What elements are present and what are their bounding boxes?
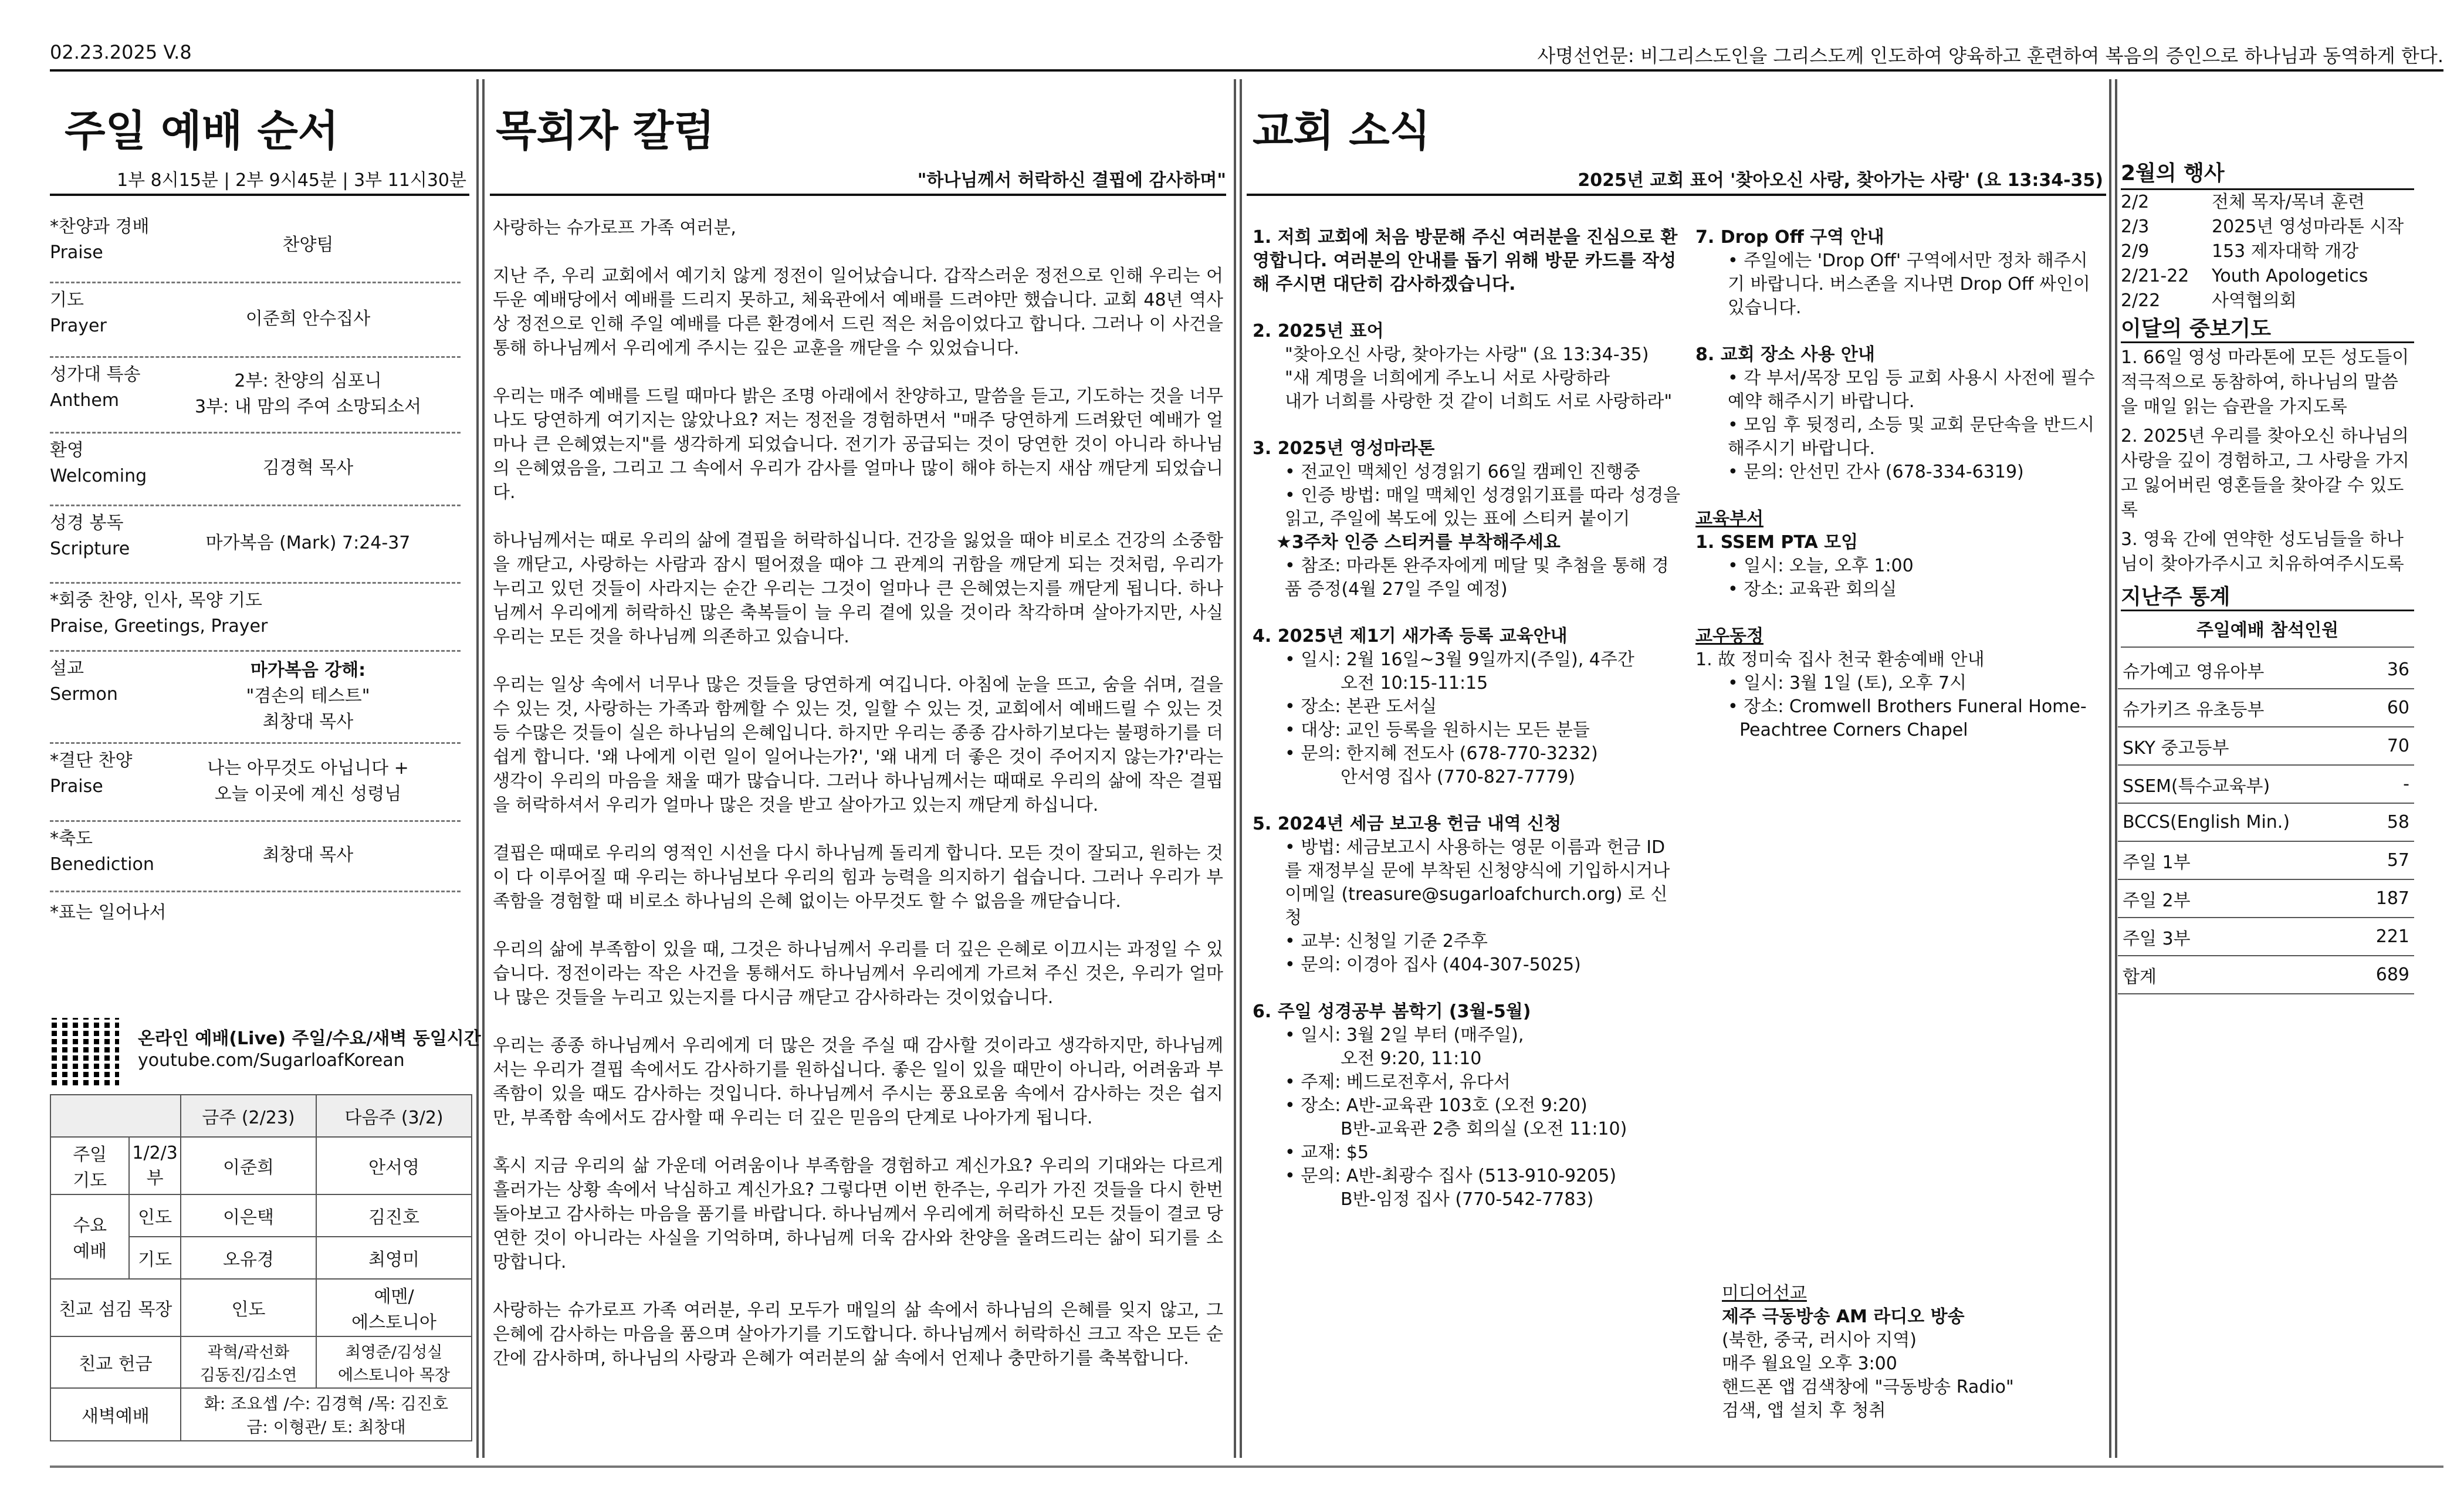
news-8-head: 8. 교회 장소 사용 안내 bbox=[1695, 344, 1875, 365]
news-right bbox=[1695, 226, 2100, 742]
attendance-row bbox=[2118, 803, 2414, 841]
news-8-b: • 모임 후 뒷정리, 소등 및 교회 문단속을 반드시 해주시기 바랍니다. bbox=[1695, 414, 2100, 461]
worship-row bbox=[50, 505, 461, 584]
events-list bbox=[2121, 190, 2414, 313]
media-head: 미디어선교 bbox=[1722, 1283, 1807, 1304]
church-motto: 2025년 교회 표어 '찾아오신 사랑, 찾아가는 사랑' (요 13:34-35) bbox=[1578, 170, 2103, 191]
sched-fellow-label: 친교 섬김 목장 bbox=[50, 1279, 181, 1336]
worship-row bbox=[50, 432, 461, 506]
worship-row-value: 김경혁 목사 bbox=[262, 458, 354, 478]
service-times: 1부 8시15분 | 2부 9시45분 | 3부 11시30분 bbox=[117, 170, 466, 191]
column-body bbox=[493, 216, 1223, 1395]
column-paragraph: 우리의 삶에 부족함이 있을 때, 그것은 하나님께서 우리를 더 깊은 은혜로 이끄시는 과정일 수 있습니다. 정전이라는 작은 사건을 통해서도 하나님께서 우리에게 가르쳐 주신 것은, 우리가 얼마나 많은 것들을 누리고 있는지를 다시금 깨닫고 감사하라는 것이었습니다. bbox=[493, 939, 1223, 1008]
divider-3 bbox=[2109, 79, 2111, 1458]
attendance-row bbox=[2118, 727, 2414, 765]
news-3-d: • 참조: 마라톤 완주자에게 메달 및 추첨을 통해 경품 증정(4월 27일 주일 예정) bbox=[1253, 554, 1681, 601]
attendance-row bbox=[2118, 765, 2414, 803]
event-item bbox=[2121, 215, 2414, 239]
sched-offer-next: 최영준/김성실 에스토니아 목장 bbox=[316, 1336, 472, 1388]
attendance-row bbox=[2118, 956, 2414, 994]
media-mission bbox=[1722, 1282, 2097, 1423]
worship-row-value: 2부: 찬양의 심포니 3부: 내 맘의 주여 소망되소서 bbox=[194, 370, 422, 417]
news-5-a: • 방법: 세금보고시 사용하는 영문 이름과 헌금 ID를 재정부실 문에 부착된 신청양식에 기입하시거나 이메일 (treasure@sugarloafchurch.org) 로 신청 bbox=[1253, 836, 1681, 930]
news-6-e: • 문의: A반-최광수 집사 (513-910-9205) bbox=[1253, 1165, 1681, 1188]
media-line-1: 제주 극동방송 AM 라디오 방송 bbox=[1722, 1307, 1965, 1327]
sched-prayer-next: 안서영 bbox=[316, 1137, 472, 1194]
media-line-2: (북한, 중국, 러시아 지역) bbox=[1722, 1330, 1917, 1351]
fellow-head: 교우동정 bbox=[1695, 626, 1764, 647]
sched-offer-label: 친교 헌금 bbox=[50, 1336, 181, 1388]
column-paragraph: 하나님께서는 때로 우리의 삶에 결핍을 허락하십니다. 건강을 잃었을 때야 비로소 건강의 소중함을 깨닫고, 사랑하는 사람과 잠시 떨어졌을 때야 그 관계의 귀함을 깨닫게 되는 것처럼, 우리가 누리고 있던 것들이 사라지는 순간 우리는 그것이 얼마나 큰 은혜였는지를 깨닫게 됩니다. 하나님께서 우리에게 허락하신 많은 축복들이 늘 우리 곁에 있을 것이라 착각하며 살아가지만, 사실 우리는 모든 것을 하나님께 의존하고 있습니다. bbox=[493, 530, 1223, 647]
news-2-head: 2. 2025년 표어 bbox=[1253, 321, 1384, 341]
sched-head-next: 다음주 (3/2) bbox=[316, 1095, 472, 1137]
stats-title: 지난주 통계 bbox=[2121, 585, 2231, 609]
qr-code-icon[interactable] bbox=[52, 1018, 119, 1085]
news-7-a: • 주일에는 'Drop Off' 구역에서만 정차 해주시기 바랍니다. 버스존을 지나면 Drop Off 싸인이 있습니다. bbox=[1695, 249, 2100, 320]
attendance-value: 187 bbox=[2356, 879, 2414, 918]
news-6-a2: 오전 9:20, 11:10 bbox=[1341, 1048, 1482, 1069]
divider-1 bbox=[476, 79, 479, 1458]
event-item bbox=[2121, 239, 2414, 264]
worship-row bbox=[50, 742, 461, 822]
worship-row-label: 기도 Prayer bbox=[50, 290, 107, 336]
attendance-label: 주일 3부 bbox=[2118, 918, 2356, 956]
news-left bbox=[1253, 226, 1681, 1211]
attendance-value: 689 bbox=[2356, 956, 2414, 994]
attendance-row bbox=[2118, 689, 2414, 727]
worship-rule bbox=[50, 194, 469, 196]
attendance-label: 슈가키즈 유초등부 bbox=[2118, 689, 2356, 727]
worship-row-label: 환영 Welcoming bbox=[50, 440, 147, 486]
news-1: 1. 저희 교회에 처음 방문해 주신 여러분을 진심으로 환영합니다. 여러분의 안내를 돕기 위해 방문 카드를 작성해 주시면 대단히 감사하겠습니다. bbox=[1253, 227, 1678, 295]
worship-row-value: 마가복음 (Mark) 7:24-37 bbox=[205, 533, 411, 553]
sched-head-this: 금주 (2/23) bbox=[181, 1095, 316, 1137]
prayer-list bbox=[2121, 346, 2414, 577]
footer-rule bbox=[50, 1465, 2443, 1468]
media-line-3: 매주 월요일 오후 3:00 bbox=[1722, 1353, 1897, 1374]
attendance-label: 슈가예고 영유아부 bbox=[2118, 651, 2356, 689]
stats-rule bbox=[2121, 610, 2414, 611]
column-paragraph: 사랑하는 슈가로프 가족 여러분, 우리 모두가 매일의 삶 속에서 하나님의 은혜를 잊지 않고, 그 은혜에 감사하는 마음을 품으며 살아가기를 기도합니다. 하나님께서 허락하신 크고 작은 모든 순간에 감사하며, 하나님의 사랑과 은혜가 여러분의 삶 속에서 언제나 충만하기를 축복합니다. bbox=[493, 1300, 1223, 1369]
column-paragraph: 혹시 지금 우리의 삶 가운데 어려움이나 부족함을 경험하고 계신가요? 우리의 기대와는 다르게 흘러가는 상황 속에서 낙심하고 계신가요? 그렇다면 이번 한주는, 우리가 가진 것들을 다시 한번 돌아보고 감사하는 마음을 품기를 바랍니다. 하나님께서 우리에게 허락하신 모든 것들이 결코 당연한 것이 아니라는 사실을 기억하며, 하나님께 더욱 감사와 찬양을 올려드리는 삶이 되기를 소망합니다. bbox=[493, 1156, 1223, 1272]
attendance-value: 70 bbox=[2356, 727, 2414, 765]
event-title: Youth Apologetics bbox=[2212, 266, 2368, 286]
sched-wed-label: 수요 예배 bbox=[50, 1194, 129, 1279]
fellow-1-c: Peachtree Corners Chapel bbox=[1739, 720, 1968, 740]
online-worship-title: 온라인 예배(Live) 주일/수요/새벽 동일시간 bbox=[138, 1028, 481, 1049]
divider-2b bbox=[1240, 79, 1242, 1458]
news-4-head: 4. 2025년 제1기 새가족 등록 교육안내 bbox=[1253, 626, 1568, 647]
event-date: 2/2 bbox=[2121, 192, 2150, 212]
sched-wed-lead-next: 김진호 bbox=[316, 1194, 472, 1237]
attendance-row bbox=[2118, 918, 2414, 956]
news-6-a: • 일시: 3월 2일 부터 (매주일), bbox=[1253, 1024, 1681, 1047]
divider-2 bbox=[1234, 79, 1236, 1458]
prayer-rule bbox=[2121, 341, 2414, 343]
worship-row-label: *회중 찬양, 인사, 목양 기도 Praise, Greetings, Prayer bbox=[50, 590, 268, 637]
news-5-c: • 문의: 이경아 집사 (404-307-5025) bbox=[1253, 953, 1681, 977]
attendance-table bbox=[2118, 651, 2414, 994]
attendance-label: 주일 2부 bbox=[2118, 879, 2356, 918]
column-paragraph: 우리는 일상 속에서 너무나 많은 것들을 당연하게 여깁니다. 아침에 눈을 뜨고, 숨을 쉬며, 걸을 수 있는 것, 사랑하는 가족과 함께할 수 있는 것, 일할 수 있는 것, 교회에서 예배드릴 수 있는 것 등 수많은 것들이 실은 하나님의 은혜입니다. 하지만 우리는 종종 감사하기보다는 불평하기를 더 쉽게 합니다. '왜 나에게 이런 일이 일어나는가?', '왜 내게 더 좋은 것이 주어지지 않는가?'라는 생각이 우리의 마음을 채울 때가 많습니다. 그러나 하나님께서는 때때로 우리의 삶에 작은 결핍을 허락하셔서 우리가 얼마나 많은 것을 받고 살아가고 있는지 깨닫게 하십니다. bbox=[493, 675, 1223, 815]
worship-row bbox=[50, 356, 461, 434]
divider-3b bbox=[2115, 79, 2117, 1458]
fellow-1: 1. 故 정미숙 집사 천국 환송예배 안내 bbox=[1695, 649, 1985, 670]
news-4-d: • 문의: 한지혜 전도사 (678-770-3232) bbox=[1253, 742, 1681, 766]
worship-row-value: 최창대 목사 bbox=[262, 845, 354, 865]
news-2-c: 내가 너희를 사랑한 것 같이 너희도 서로 사랑하라" bbox=[1285, 391, 1673, 412]
news-8-a: • 각 부서/목장 모임 등 교회 사용시 사전에 필수 예약 해주시기 바랍니다. bbox=[1695, 367, 2100, 414]
attendance-label: BCCS(English Min.) bbox=[2118, 803, 2356, 841]
worship-row-value: 나는 아무것도 아닙니다 + 오늘 이곳에 계신 성령님 bbox=[207, 757, 409, 804]
sched-offer-this: 곽혁/곽선화 김동진/김소연 bbox=[181, 1336, 316, 1388]
event-date: 2/22 bbox=[2121, 290, 2161, 311]
news-rule bbox=[1247, 194, 2106, 196]
attendance-label: SSEM(특수교육부) bbox=[2118, 765, 2356, 803]
news-3-b: • 인증 방법: 매일 맥체인 성경읽기표를 따라 성경을 읽고, 주일에 복도에 있는 표에 스티커 붙이기 bbox=[1253, 484, 1681, 531]
attendance-value: 221 bbox=[2356, 918, 2414, 956]
news-2-a: "찾아오신 사랑, 찾아가는 사랑" (요 13:34-35) bbox=[1285, 344, 1649, 365]
attendance-title: 주일예배 참석인원 bbox=[2121, 618, 2414, 648]
divider-1b bbox=[482, 79, 485, 1458]
edu-1: 1. SSEM PTA 모임 bbox=[1695, 532, 1859, 553]
sched-corner bbox=[50, 1095, 181, 1137]
header-rule bbox=[50, 69, 2443, 72]
column-paragraph: 지난 주, 우리 교회에서 예기치 않게 정전이 일어났습니다. 갑작스러운 정전으로 인해 우리는 어두운 예배당에서 예배를 드리지 못하고, 체육관에서 예배를 드려야만 했습니다. 교회 48년 역사상 정전으로 인해 주일 예배를 다른 환경에서 드린 적은 처음이었다고 합니다. 그러나 이 사건을 통해 하나님께서 우리에게 주시는 깊은 교훈을 깨닫을 수 있었습니다. bbox=[493, 266, 1223, 358]
media-line-5: 검색, 앱 설치 후 청취 bbox=[1722, 1400, 1886, 1421]
worship-row-label: *결단 찬양 Praise bbox=[50, 750, 133, 797]
edu-1-a: • 일시: 오늘, 오후 1:00 bbox=[1695, 554, 2100, 578]
news-title: 교회 소식 bbox=[1253, 106, 1431, 155]
schedule-table bbox=[50, 1094, 472, 1441]
event-date: 2/21-22 bbox=[2121, 266, 2189, 286]
worship-title: 주일 예배 순서 bbox=[65, 106, 339, 155]
news-5-b: • 교부: 신청일 기준 2주후 bbox=[1253, 930, 1681, 953]
events-title: 2월의 행사 bbox=[2121, 161, 2225, 185]
news-4-b: • 장소: 본관 도서실 bbox=[1253, 695, 1681, 719]
news-2-b: "새 계명을 너희에게 주노니 서로 사랑하라 bbox=[1285, 368, 1610, 388]
fellow-1-b: • 장소: Cromwell Brothers Funeral Home- bbox=[1695, 695, 2100, 719]
prayer-title: 이달의 중보기도 bbox=[2121, 317, 2271, 341]
edu-1-b: • 장소: 교육관 회의실 bbox=[1695, 578, 2100, 601]
sched-dawn-label: 새벽예배 bbox=[50, 1388, 181, 1441]
prayer-item: 2. 2025년 우리를 찾아오신 하나님의 사랑을 깊이 경험하고, 그 사랑을 가지고 잃어버린 영혼들을 찾아갈 수 있도록 bbox=[2121, 426, 2409, 520]
mission-statement: 사명선언문: 비그리스도인을 그리스도께 인도하여 양육하고 훈련하여 복음의 증인으로 하나님과 동역하게 한다. bbox=[1537, 45, 2443, 67]
news-4-d2: 안서영 집사 (770-827-7779) bbox=[1341, 767, 1575, 787]
sched-wed-pray-this: 오유경 bbox=[181, 1237, 316, 1279]
news-3-a: • 전교인 맥체인 성경읽기 66일 캠페인 진행중 bbox=[1253, 461, 1681, 484]
news-6-c2: B반-교육관 2층 회의실 (오전 11:10) bbox=[1341, 1119, 1627, 1139]
fellow-1-a: • 일시: 3월 1일 (토), 오후 7시 bbox=[1695, 672, 2100, 695]
news-4-a2: 오전 10:15-11:15 bbox=[1341, 673, 1488, 693]
media-line-4: 핸드폰 앱 검색창에 "극동방송 Radio" bbox=[1722, 1377, 2014, 1397]
event-title: 153 제자대학 개강 bbox=[2212, 241, 2359, 262]
sched-wed-pray-next: 최영미 bbox=[316, 1237, 472, 1279]
sched-wed-lead-this: 이은택 bbox=[181, 1194, 316, 1237]
column-paragraph: 우리는 매주 예배를 드릴 때마다 밝은 조명 아래에서 찬양하고, 말씀을 듣고, 기도하는 것을 너무나도 당연하게 여기지는 않았나요? 저는 정전을 경험하면서 "매주 당연하게 드려왔던 예배가 얼마나 큰 은혜였는지"를 생각하게 되었습니다. 전기가 공급되는 것이 당연한 것이 아니라 하나님의 은혜였음을, 그리고 그 속에서 우리가 감사를 얼마나 많이 해야 하는지 새삼 깨닫게 되었습니다. bbox=[493, 386, 1223, 503]
attendance-label: 합계 bbox=[2118, 956, 2356, 994]
attendance-label: SKY 중고등부 bbox=[2118, 727, 2356, 765]
event-date: 2/3 bbox=[2121, 216, 2150, 237]
stand-note: *표는 일어나서 bbox=[50, 902, 167, 923]
worship-row-value: 이준희 안수집사 bbox=[245, 308, 371, 329]
attendance-row bbox=[2118, 841, 2414, 879]
worship-row-value: 찬양팀 bbox=[282, 234, 334, 255]
version-label: 02.23.2025 V.8 bbox=[50, 41, 192, 63]
worship-row bbox=[50, 282, 461, 358]
event-item bbox=[2121, 190, 2414, 215]
event-title: 2025년 영성마라톤 시작 bbox=[2212, 216, 2404, 237]
column-paragraph: 결핍은 때때로 우리의 영적인 시선을 다시 하나님께 돌리게 합니다. 모든 것이 잘되고, 원하는 것이 다 이루어질 때 우리는 하나님보다 우리의 힘과 능력을 의지하기 쉽습니다. 그러나 우리가 부족함을 경험할 때 비로소 하나님의 은혜 없이는 아무것도 할 수 없음을 깨닫습니다. bbox=[493, 843, 1223, 912]
worship-row-label: *찬양과 경배 Praise bbox=[50, 216, 150, 263]
news-4-c: • 대상: 교인 등록을 원하시는 모든 분들 bbox=[1253, 719, 1681, 742]
attendance-value: 58 bbox=[2356, 803, 2414, 841]
news-7-head: 7. Drop Off 구역 안내 bbox=[1695, 227, 1884, 248]
sched-prayer-label: 주일 기도 bbox=[50, 1137, 129, 1194]
worship-row-label: *축도 Benediction bbox=[50, 828, 154, 875]
sidebar bbox=[2121, 161, 2414, 648]
prayer-item: 1. 66일 영성 마라톤에 모든 성도들이 적극적으로 동참하여, 하나님의 말씀을 매일 읽는 습관을 가지도록 bbox=[2121, 347, 2409, 417]
attendance-value: 60 bbox=[2356, 689, 2414, 727]
column-rule bbox=[490, 194, 1226, 196]
worship-row bbox=[50, 650, 461, 744]
online-worship-url[interactable]: youtube.com/SugarloafKorean bbox=[138, 1050, 405, 1071]
prayer-item: 3. 영육 간에 연약한 성도님들을 하나님이 찾아가주시고 치유하여주시도록 bbox=[2121, 529, 2404, 574]
sched-wed-pray: 기도 bbox=[129, 1237, 180, 1279]
attendance-value: - bbox=[2356, 765, 2414, 803]
attendance-row bbox=[2118, 879, 2414, 918]
news-5-head: 5. 2024년 세금 보고용 헌금 내역 신청 bbox=[1253, 814, 1562, 834]
news-8-c: • 문의: 안선민 간사 (678-334-6319) bbox=[1695, 461, 2100, 484]
worship-row-label: 설교 Sermon bbox=[50, 658, 118, 705]
sched-wed-lead: 인도 bbox=[129, 1194, 180, 1237]
attendance-row bbox=[2118, 651, 2414, 689]
attendance-value: 57 bbox=[2356, 841, 2414, 879]
news-6-d: • 교재: $5 bbox=[1253, 1141, 1681, 1165]
news-3-c: ★3주차 인증 스티커를 부착해주세요 bbox=[1276, 532, 1561, 553]
news-6-e2: B반-임정 집사 (770-542-7783) bbox=[1341, 1189, 1594, 1210]
event-item bbox=[2121, 264, 2414, 289]
worship-row bbox=[50, 820, 461, 892]
sched-prayer-svc: 1/2/3부 bbox=[129, 1137, 180, 1194]
attendance-value: 36 bbox=[2356, 651, 2414, 689]
event-item bbox=[2121, 289, 2414, 313]
worship-row bbox=[50, 208, 461, 283]
edu-head: 교육부서 bbox=[1695, 509, 1764, 529]
event-title: 전체 목자/목녀 훈련 bbox=[2212, 192, 2365, 212]
news-4-a: • 일시: 2월 16일~3월 9일까지(주일), 4주간 bbox=[1253, 648, 1681, 672]
worship-row-label: 성가대 특송 Anthem bbox=[50, 364, 141, 411]
sched-fellow-this: 인도 bbox=[181, 1279, 316, 1336]
news-6-b: • 주제: 베드로전후서, 유다서 bbox=[1253, 1071, 1681, 1094]
sched-fellow-next: 예멘/ 에스토니아 bbox=[316, 1279, 472, 1336]
event-date: 2/9 bbox=[2121, 241, 2150, 262]
sched-dawn-value: 화: 조요셉 /수: 김경혁 /목: 김진호 금: 이형관/ 토: 최창대 bbox=[181, 1388, 472, 1441]
news-6-head: 6. 주일 성경공부 봄학기 (3월-5월) bbox=[1253, 1001, 1531, 1022]
column-paragraph: 사랑하는 슈가로프 가족 여러분, bbox=[493, 218, 736, 238]
column-subtitle: "하나님께서 허락하신 결핍에 감사하며" bbox=[917, 170, 1226, 191]
attendance-label: 주일 1부 bbox=[2118, 841, 2356, 879]
column-paragraph: 우리는 종종 하나님께서 우리에게 더 많은 것을 주실 때 감사할 것이라고 생각하지만, 하나님께서는 우리가 결핍 속에서도 감사하기를 원하십니다. 좋은 일이 있을 때만이 아니라, 어려움과 부족함이 있을 때도 감사하는 것입니다. 하나님께서 주시는 풍요로움 속에서 감사하는 것은 쉽지만, 부족함 속에서도 감사할 때 우리는 더 깊은 믿음의 단계로 나아가게 됩니다. bbox=[493, 1035, 1223, 1128]
column-title: 목회자 칼럼 bbox=[496, 106, 715, 155]
worship-row-value: 마가복음 강해: "겸손의 테스트" 최창대 목사 bbox=[246, 659, 370, 732]
sched-prayer-this: 이준희 bbox=[181, 1137, 316, 1194]
event-title: 사역협의회 bbox=[2212, 290, 2297, 311]
news-6-c: • 장소: A반-교육관 103호 (오전 9:20) bbox=[1253, 1094, 1681, 1118]
news-3-head: 3. 2025년 영성마라톤 bbox=[1253, 438, 1435, 459]
worship-row-label: 성경 봉독 Scripture bbox=[50, 513, 130, 559]
worship-row bbox=[50, 582, 461, 652]
